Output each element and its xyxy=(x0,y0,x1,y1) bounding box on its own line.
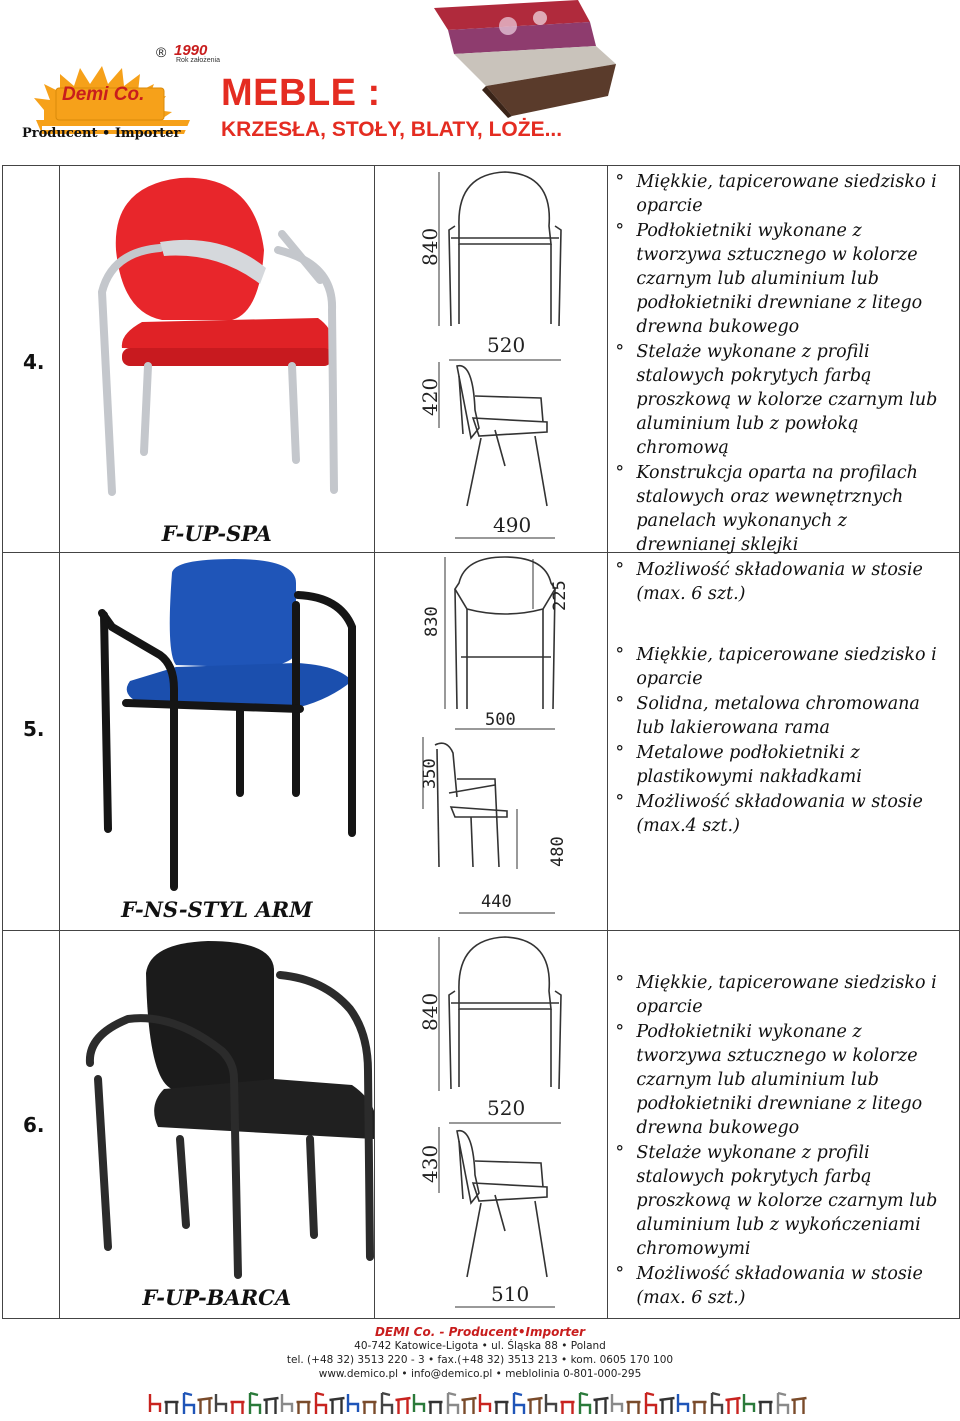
furniture-icon xyxy=(264,1398,279,1414)
furniture-icon xyxy=(150,1394,160,1412)
feature-item: ° Stelaże wykonane z profili stalowych pokrytych farbą proszkową w kolorze czarnym lub aluminium lub z powłoką chromową xyxy=(615,342,938,458)
dimension-seat-depth: 480 xyxy=(547,836,568,867)
feature-item: ° Miękkie, tapicerowane siedzisko i oparcie xyxy=(615,973,937,1017)
product-photo-cell xyxy=(59,931,374,1319)
feature-list xyxy=(608,643,951,839)
furniture-icon xyxy=(363,1402,377,1414)
dimension-width: 520 xyxy=(486,333,525,357)
product-number-cell xyxy=(3,931,60,1319)
dimension-seat-height: 420 xyxy=(417,377,442,416)
furniture-icon xyxy=(282,1394,292,1412)
furniture-icon xyxy=(528,1398,543,1414)
furniture-icon xyxy=(546,1394,556,1412)
page-title: MEBLE : xyxy=(221,72,381,114)
furniture-icon xyxy=(744,1394,754,1412)
tabletop-samples-image xyxy=(428,0,618,118)
furniture-icon xyxy=(612,1394,622,1412)
feature-list xyxy=(608,971,951,1311)
product-row xyxy=(3,553,960,931)
furniture-icon xyxy=(184,1393,194,1414)
feature-item: ° Miękkie, tapicerowane siedzisko i oparcie xyxy=(615,645,937,689)
feature-item: ° Podłokietniki wykonane z tworzywa sztucznego w kolorze czarnym lub aluminium lub podłokietniki drewniane z litego drewna bukowego xyxy=(615,221,923,337)
furniture-icon xyxy=(429,1402,443,1414)
product-drawing-cell xyxy=(374,931,608,1319)
dimension-back-height: 225 xyxy=(549,580,570,611)
product-model: F-UP-SPA xyxy=(161,521,272,546)
dimension-height: 830 xyxy=(421,606,442,637)
dimension-width: 500 xyxy=(484,710,516,730)
page-subtitle: KRZESŁA, STOŁY, BLATY, LOŻE... xyxy=(221,118,563,141)
product-number: 6. xyxy=(23,1113,45,1137)
furniture-icon xyxy=(561,1402,575,1414)
product-number: 5. xyxy=(23,717,45,741)
furniture-icon xyxy=(495,1402,509,1414)
product-number: 4. xyxy=(23,350,45,374)
dimension-height: 840 xyxy=(417,992,442,1031)
product-drawing-cell xyxy=(374,553,608,931)
product-number-cell xyxy=(3,553,60,931)
chair-photo-red xyxy=(82,172,342,502)
dimension-seat-height: 430 xyxy=(417,1144,442,1183)
furniture-icon xyxy=(165,1402,179,1414)
furniture-icon xyxy=(250,1393,260,1414)
furniture-icon xyxy=(726,1398,741,1414)
footer-company: DEMI Co. - Producent•Importer xyxy=(374,1325,586,1339)
logo-year: 1990 xyxy=(174,42,208,59)
product-photo-cell xyxy=(59,166,374,553)
logo-brand: Demi Co. xyxy=(62,84,145,105)
page-footer xyxy=(0,1325,960,1381)
feature-item: ° Możliwość składowania w stosie (max. 6 szt.) xyxy=(615,1264,923,1308)
technical-drawing xyxy=(375,166,608,553)
product-number-cell xyxy=(3,166,60,553)
product-model: F-UP-BARCA xyxy=(142,1285,292,1310)
furniture-icon xyxy=(660,1398,675,1414)
furniture-icon xyxy=(316,1393,326,1414)
product-model: F-NS-STYL ARM xyxy=(121,897,313,922)
furniture-icon xyxy=(216,1394,226,1412)
furniture-icon xyxy=(297,1402,311,1414)
feature-item: ° Podłokietniki wykonane z tworzywa sztucznego w kolorze czarnym lub aluminium lub podłokietniki drewniane z litego drewna bukowego xyxy=(615,1022,923,1138)
chair-photo-black xyxy=(84,939,374,1279)
technical-drawing xyxy=(375,553,608,931)
furniture-icon xyxy=(627,1402,641,1414)
furniture-icon xyxy=(678,1394,688,1412)
logo-founded: Rok założenia xyxy=(176,57,220,64)
dimension-depth: 510 xyxy=(490,1282,529,1306)
logo-tagline: Producent • Importer xyxy=(22,126,181,141)
feature-item: ° Miękkie, tapicerowane siedzisko i oparcie xyxy=(615,172,937,216)
feature-item: ° Konstrukcja oparta na profilach stalowych oraz wewnętrznych panelach wykonanych z drewnianej sklejki xyxy=(615,463,918,555)
feature-item: ° Metalowe podłokietniki z plastikowymi nakładkami xyxy=(615,743,862,787)
technical-drawing xyxy=(375,931,608,1319)
furniture-icon xyxy=(759,1402,773,1414)
feature-list xyxy=(608,170,951,607)
furniture-icon xyxy=(198,1398,213,1414)
products-table xyxy=(2,165,960,1319)
dimension-seat-height: 350 xyxy=(419,758,440,789)
furniture-icon xyxy=(231,1402,245,1414)
product-row xyxy=(3,166,960,553)
dimension-depth: 490 xyxy=(492,513,531,537)
furniture-icon xyxy=(396,1398,411,1414)
product-features-cell xyxy=(608,931,960,1319)
furniture-icon xyxy=(414,1394,424,1412)
furniture-icon xyxy=(646,1393,656,1414)
furniture-icon xyxy=(448,1393,458,1414)
dimension-height: 840 xyxy=(417,227,442,266)
product-features-cell xyxy=(608,166,960,604)
product-photo-cell xyxy=(59,553,374,931)
feature-item: ° Możliwość składowania w stosie (max. 6 szt.) xyxy=(615,560,923,604)
furniture-icon xyxy=(693,1402,707,1414)
feature-item: ° Stelaże wykonane z profili stalowych pokrytych farbą proszkową w kolorze czarnym lub aluminium lub z wykończeniami chromowymi xyxy=(615,1143,938,1259)
product-drawing-cell xyxy=(374,166,608,553)
furniture-icon xyxy=(594,1398,609,1414)
furniture-icon xyxy=(348,1394,358,1412)
feature-item: ° Możliwość składowania w stosie (max.4 szt.) xyxy=(615,792,923,836)
product-features-cell xyxy=(608,553,960,931)
furniture-icon xyxy=(462,1398,477,1414)
dimension-depth: 440 xyxy=(480,892,512,912)
chair-photo-blue xyxy=(90,557,360,892)
page-header xyxy=(0,0,960,165)
furniture-icon xyxy=(480,1394,490,1412)
furniture-icon xyxy=(778,1393,788,1414)
dimension-width: 520 xyxy=(486,1096,525,1120)
footer-phones: tel. (+48 32) 3513 220 - 3 • fax.(+48 32) 3513 213 • kom. 0605 170 100 xyxy=(286,1354,674,1366)
footer-web[interactable]: www.demico.pl • info@demico.pl • meblolinia 0-801-000-295 xyxy=(318,1368,642,1380)
furniture-icon xyxy=(712,1393,722,1414)
furniture-icon xyxy=(580,1393,590,1414)
furniture-icon xyxy=(514,1393,524,1414)
furniture-icon xyxy=(382,1393,392,1414)
furniture-icon xyxy=(792,1398,807,1414)
product-row xyxy=(3,931,960,1319)
furniture-icons-strip xyxy=(148,1390,812,1416)
registered-mark: ® xyxy=(156,44,167,60)
furniture-icon xyxy=(330,1398,345,1414)
footer-address: 40-742 Katowice-Ligota • ul. Śląska 88 • Poland xyxy=(354,1340,606,1352)
feature-item: ° Solidna, metalowa chromowana lub lakierowana rama xyxy=(615,694,920,738)
